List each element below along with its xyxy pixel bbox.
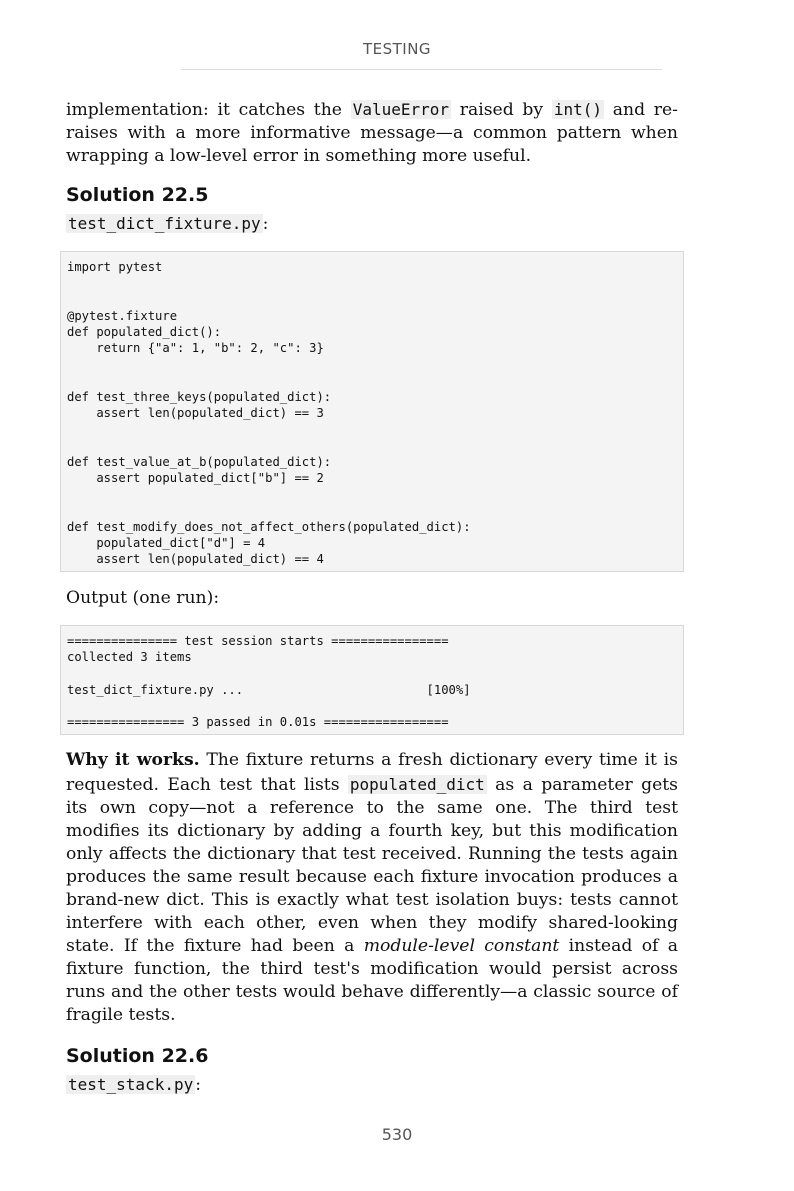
inline-code-valueerror: ValueError bbox=[352, 100, 450, 119]
header-rule bbox=[181, 69, 662, 70]
solution-22-5-filename bbox=[66, 212, 678, 236]
why-text: as a parameter gets its own copy—not a reference to the same one. The third test modifies its dictionary by adding a fourth key, but this modification only affects the dictionary that test received. Running the tests again produces the same result because each fixture invocation produces a brand-new dict. This is exactly what test isolation buys: tests cannot interfere with each other, even when they modify shared-looking state. If the fixture had been a bbox=[66, 774, 679, 957]
page-number: 530 bbox=[381, 1125, 413, 1144]
filename-colon: : bbox=[195, 1074, 202, 1095]
running-header: TESTING bbox=[362, 40, 432, 58]
intro-paragraph bbox=[66, 98, 678, 168]
output-label: Output (one run): bbox=[66, 588, 220, 609]
output-block: =============== test session starts ================ collected 3 items test_dict_fixture.py ... [100%] ================ 3 passed in 0.01s ================= bbox=[60, 625, 684, 735]
intro-text: raised by bbox=[451, 100, 552, 120]
solution-22-6-heading: Solution 22.6 bbox=[66, 1044, 209, 1067]
filename-code: test_stack.py bbox=[68, 1074, 194, 1094]
emphasis-module-level-constant: module-level constant bbox=[363, 936, 560, 957]
solution-22-5-heading: Solution 22.5 bbox=[66, 184, 209, 207]
inline-code-int: int() bbox=[553, 100, 603, 119]
solution-22-6-filename bbox=[66, 1073, 678, 1097]
why-it-works-paragraph bbox=[66, 749, 678, 1027]
intro-text: and re-raises with a more informative message—a common pattern when wrapping a low-level error in something more useful. bbox=[66, 100, 678, 167]
filename-colon: : bbox=[262, 214, 269, 235]
page-content bbox=[66, 98, 678, 1097]
why-text: instead of a fixture function, the third test's modification would persist across runs and the other tests would behave differently—a classic source of fragile tests. bbox=[66, 936, 678, 1026]
intro-text: implementation: it catches the bbox=[66, 100, 351, 120]
why-text: The fixture returns a fresh dictionary every time it is requested. Each test that lists bbox=[66, 750, 678, 795]
code-block-fixture: import pytest @pytest.fixture def populated_dict(): return {"a": 1, "b": 2, "c": 3} def test_three_keys(populated_dict): assert len(populated_dict) == 3 def test_value_at_b(populated_dict): assert populated_dict["b"] == 2 def test_modify_does_not_affect_others(populated_dict): populated_dict["d"] = 4 assert len(populated_dict) == 4 bbox=[60, 251, 684, 572]
filename-code: test_dict_fixture.py bbox=[68, 214, 261, 234]
inline-code-populated-dict: populated_dict bbox=[349, 774, 485, 794]
why-it-works-label: Why it works. bbox=[66, 750, 200, 771]
